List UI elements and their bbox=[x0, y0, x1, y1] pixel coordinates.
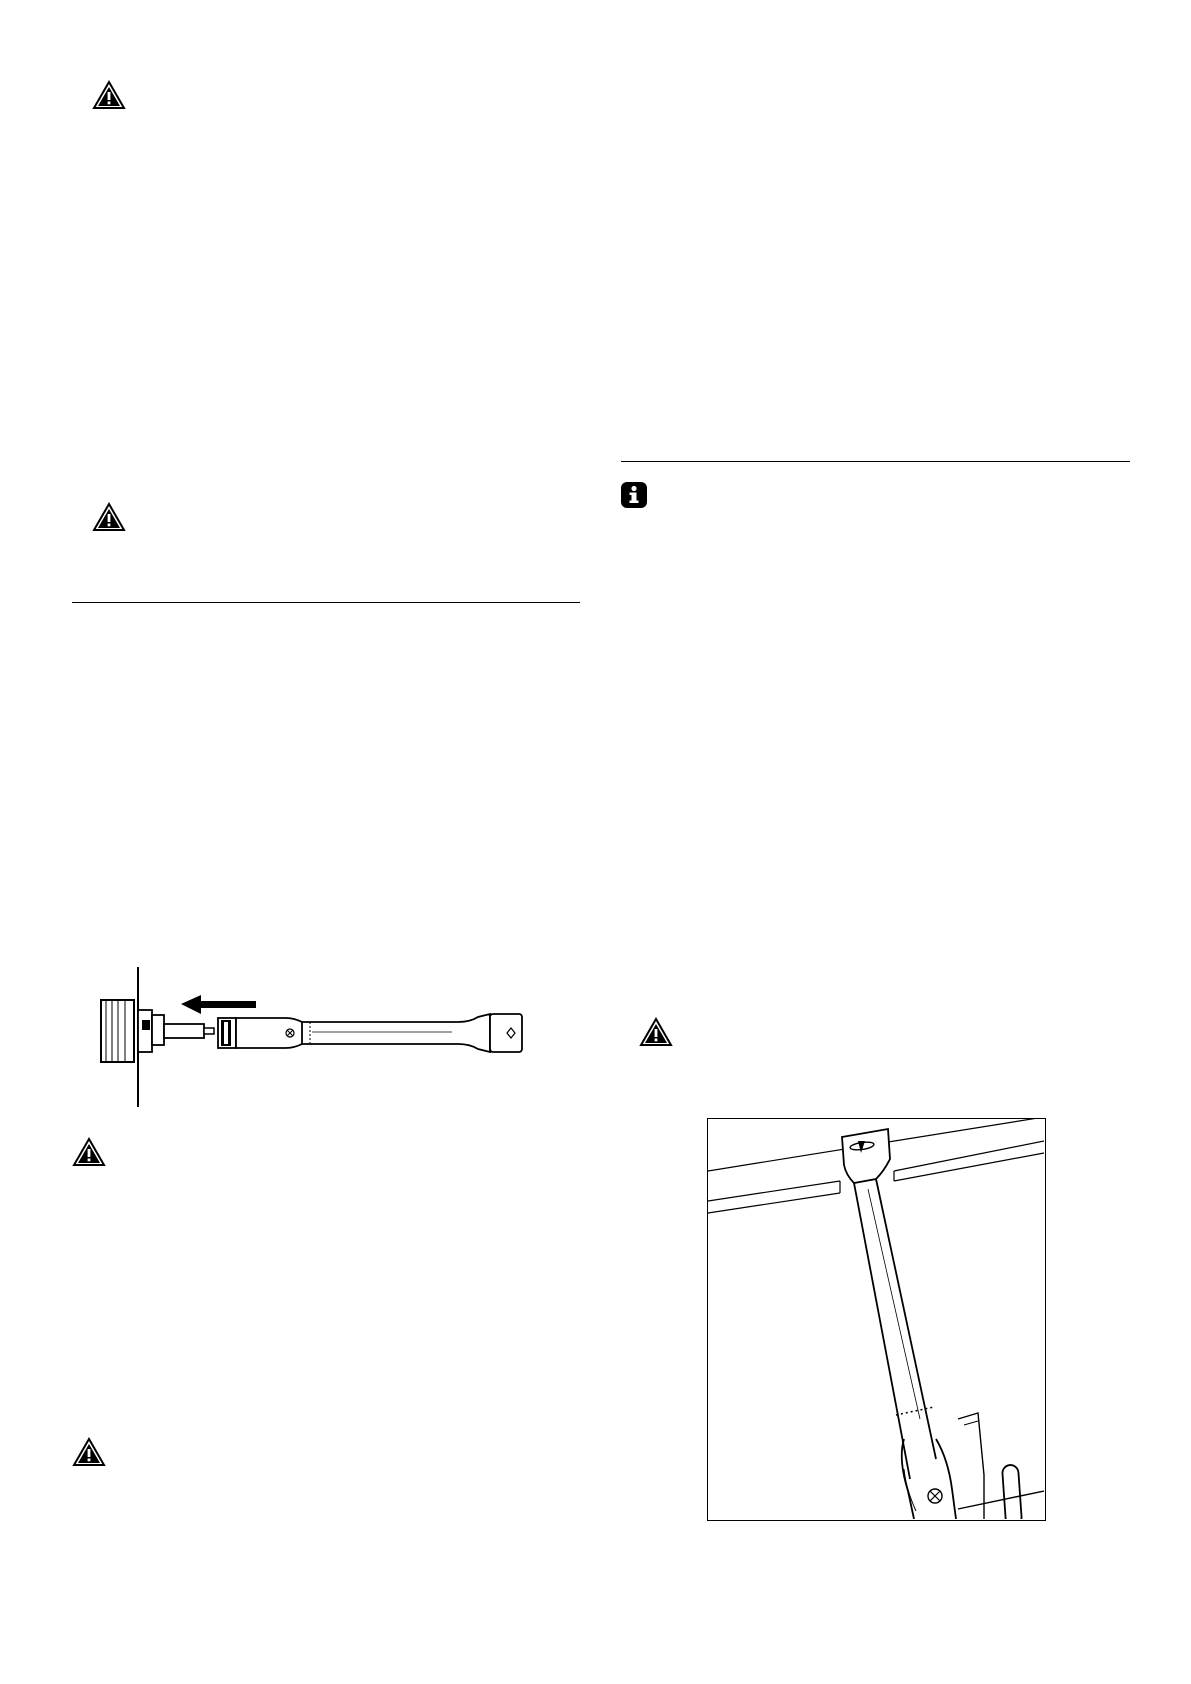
warning-triangle-icon bbox=[72, 1137, 106, 1167]
warning-triangle-icon bbox=[92, 80, 126, 110]
warning-triangle-icon bbox=[72, 1437, 106, 1467]
burner-tube-insertion-illustration bbox=[98, 962, 538, 1112]
section-divider bbox=[72, 602, 580, 603]
warning-triangle-icon bbox=[92, 502, 126, 532]
burner-tube-installed-illustration bbox=[707, 1118, 1046, 1521]
warning-triangle-icon bbox=[639, 1017, 673, 1047]
info-icon bbox=[620, 481, 648, 509]
section-divider bbox=[621, 461, 1130, 462]
